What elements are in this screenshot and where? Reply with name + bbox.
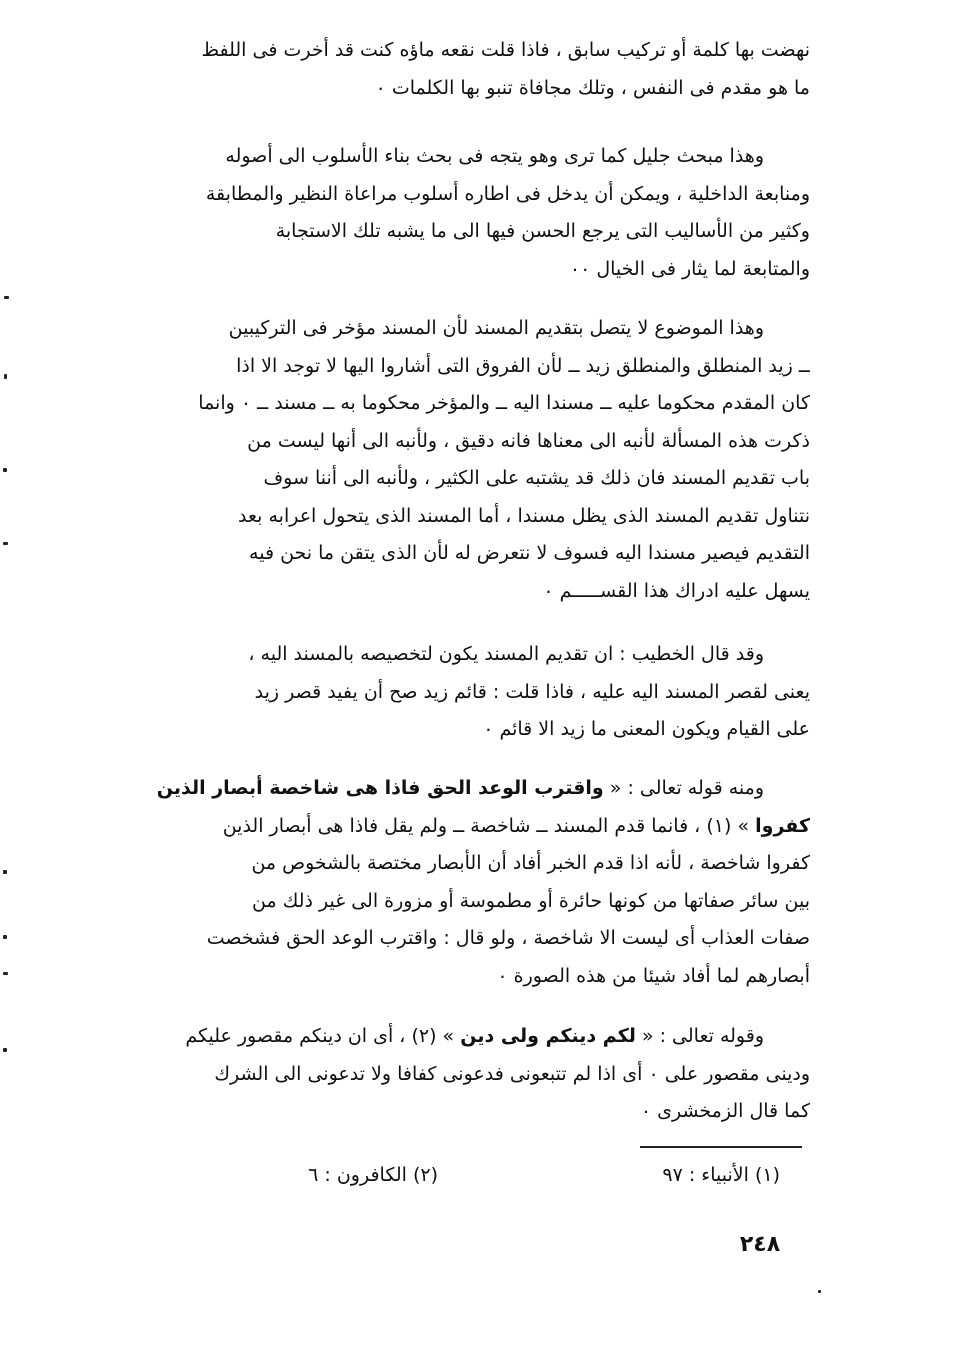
scan-speck [3,468,7,472]
scan-speck [3,935,7,939]
text-line: وقد قال الخطيب : ان تقديم المسند يكون لتخصيصه بالمسند اليه ، [248,643,764,665]
footnote-divider [640,1146,802,1148]
text-run: ومنه قوله تعالى : « [603,777,764,799]
scan-speck [3,542,8,545]
footnote-2: (٢) الكافرون : ٦ [308,1164,438,1186]
text-line: باب تقديم المسند فان ذلك قد يشتبه على الكثير ، ولأنبه الى أننا سوف [263,467,810,489]
scan-speck [3,870,7,874]
text-line: ومنابعة الداخلية ، ويمكن أن يدخل فى اطاره أسلوب مراعاة النظير والمطابقة [205,182,810,205]
paragraph-5 [118,770,810,995]
text-line [118,808,810,846]
paragraph-4 [118,636,810,749]
text-line: كفروا شاخصة ، لأنه اذا قدم الخبر أفاد أن الأبصار مختصة بالشخوص من [251,852,810,874]
text-line: وهذا مبحث جليل كما ترى وهو يتجه فى بحث بناء الأسلوب الى أصوله [225,145,764,167]
scan-speck [3,1048,7,1052]
text-line: يسهل عليه ادراك هذا القســـــم ٠ [543,579,810,602]
text-line: أبصارهم لما أفاد شيئا من هذه الصورة ٠ [497,964,810,987]
text-line: ــ زيد المنطلق والمنطلق زيد ــ لأن الفروق التى أشاروا اليها لا توجد الا اذا [236,354,810,377]
text-line [118,1018,810,1056]
footnotes [200,1158,800,1198]
scan-speck [4,296,9,299]
text-line: كما قال الزمخشرى ٠ [640,1100,810,1122]
text-line [118,770,810,808]
text-run: » (٢) ، أى ان دينكم مقصور عليكم [185,1025,461,1047]
text-run: » (١) ، فانما قدم المسند ــ شاخصة ــ ولم يقل فاذا هى أبصار الذين [222,814,756,837]
text-line: نتناول تقديم المسند الذى يظل مسندا ، أما المسند الذى يتحول اعرابه بعد [238,504,810,527]
text-line: نهضت بها كلمة أو تركيب سابق ، فاذا قلت نقعه ماؤه كنت قد أخرت فى اللفظ [201,39,810,61]
text-line: ذكرت هذه المسألة لأنبه الى معناها فانه دقيق ، ولأنبه الى أنها ليست من [247,429,810,452]
quran-quote: كفروا [755,814,810,837]
text-line: ودينى مقصور على ٠ أى اذا لم تتبعونى فدعونى كفافا ولا تدعونى الى الشرك [214,1062,810,1085]
text-line: وهذا الموضوع لا يتصل بتقديم المسند لأن المسند مؤخر فى التركيبين [228,317,764,339]
paragraph-1 [118,32,810,107]
text-line: التقديم فيصير مسندا اليه فسوف لا نتعرض له لأن الذى يتقن ما نحن فيه [249,542,810,564]
text-line: يعنى لقصر المسند اليه عليه ، فاذا قلت : قائم زيد صح أن يفيد قصر زيد [254,680,810,703]
scan-speck [818,1290,821,1293]
footnote-1: (١) الأنبياء : ٩٧ [662,1164,780,1186]
text-line: ما هو مقدم فى النفس ، وتلك مجافاة تنبو بها الكلمات ٠ [375,76,810,99]
scan-speck [3,972,8,975]
text-line: والمتابعة لما يثار فى الخيال ٠٠ [569,257,810,280]
text-line: وكثير من الأساليب التى يرجع الحسن فيها الى ما يشبه تلك الاستجابة [275,220,810,242]
paragraph-2 [118,138,810,288]
text-run: وقوله تعالى : « [635,1025,764,1047]
quran-quote: واقترب الوعد الحق فاذا هى شاخصة أبصار الذين [156,777,604,799]
text-line: صفات العذاب أى ليست الا شاخصة ، ولو قال : واقترب الوعد الحق فشخصت [206,927,810,949]
scan-speck [4,374,7,379]
text-line: كان المقدم محكوما عليه ــ مسندا اليه ــ والمؤخر محكوما به ــ مسند ــ ٠ وانما [198,392,810,414]
quran-quote: لكم دينكم ولى دين [460,1025,636,1047]
text-line: بين سائر صفاتها من كونها حائرة أو مطموسة أو مزورة الى غير ذلك من [252,889,810,912]
paragraph-6 [118,1018,810,1131]
paragraph-3 [118,310,810,610]
page-number: ٢٤٨ [739,1232,781,1257]
text-line: على القيام ويكون المعنى ما زيد الا قائم ٠ [483,718,810,740]
